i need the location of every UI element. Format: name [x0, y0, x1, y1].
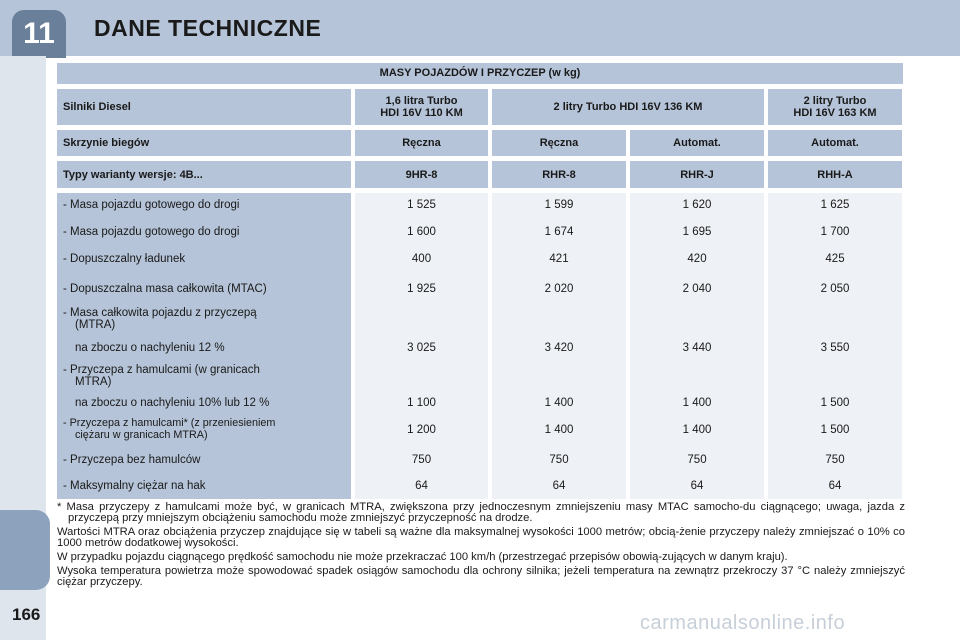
type-col-3: RHR-J [630, 161, 764, 188]
row-label: - Przyczepa z hamulcami* (z przeniesieniem [63, 417, 276, 429]
row-label: - Maksymalny ciężar na hak [63, 480, 206, 492]
row-label: - Masa pojazdu gotowego do drogi [63, 226, 240, 238]
gearbox-col-3: Automat. [630, 130, 764, 156]
row-label-multiline [63, 307, 257, 331]
page-title: DANE TECHNICZNE [94, 15, 322, 41]
engine-col-3: 2 litry Turbo HDI 16V 163 KM [768, 89, 902, 125]
label-column [57, 193, 351, 499]
cell-value: 64 [690, 480, 704, 492]
cell-value: 421 [549, 253, 569, 265]
table-caption: MASY POJAZDÓW I PRZYCZEP (w kg) [57, 63, 903, 84]
cell-value: 3 420 [544, 342, 574, 354]
gearbox-label: Skrzynie biegów [57, 130, 351, 156]
cell-value: 1 620 [682, 199, 712, 211]
row-label-multiline [63, 364, 260, 388]
cell-value: 1 400 [682, 397, 712, 409]
type-row [57, 161, 903, 188]
row-label: - Przyczepa z hamulcami (w granicach [63, 364, 260, 376]
type-col-2: RHR-8 [492, 161, 626, 188]
cell-value: 425 [825, 253, 845, 265]
watermark: carmanualsonline.info [640, 612, 846, 634]
notes-block [57, 502, 905, 591]
cell-value: 2 050 [820, 283, 850, 295]
cell-value: 1 700 [820, 226, 850, 238]
gearbox-col-1: Ręczna [355, 130, 488, 156]
engine-row [57, 89, 903, 125]
row-label-cont: (MTRA) [75, 319, 116, 331]
note-paragraph: Wysoka temperatura powietrza może spowodować spadek osiągów samochodu dla ochrony silnika; jeżeli temperatura na zewnątrz przekroczy 37 °C należy zmniejszyć ciężar przyczepy. [57, 565, 905, 588]
cell-value: 64 [828, 480, 842, 492]
engine-col-1: 1,6 litra Turbo HDI 16V 110 KM [355, 89, 488, 125]
cell-value: 1 500 [820, 397, 850, 409]
row-label: na zboczu o nachyleniu 10% lub 12 % [75, 397, 270, 409]
engine-label: Silniki Diesel [57, 89, 351, 125]
side-tab [0, 510, 50, 590]
chapter-number: 11 [12, 10, 66, 58]
gearbox-row [57, 130, 903, 156]
row-label-cont: MTRA) [75, 376, 112, 388]
row-label: - Masa pojazdu gotowego do drogi [63, 199, 240, 211]
cell-value: 1 600 [407, 226, 436, 238]
page-number: 166 [12, 605, 41, 624]
cell-value: 1 100 [407, 397, 436, 409]
cell-value: 2 040 [682, 283, 712, 295]
value-column-1 [355, 193, 488, 499]
cell-value: 1 925 [407, 283, 436, 295]
cell-value: 1 400 [544, 397, 574, 409]
cell-value: 3 550 [820, 342, 850, 354]
cell-value: 1 200 [407, 424, 436, 436]
value-column-3 [630, 193, 764, 499]
cell-value: 750 [411, 454, 432, 466]
cell-value: 400 [411, 253, 432, 265]
gearbox-col-4: Automat. [768, 130, 902, 156]
row-label: - Dopuszczalna masa całkowita (MTAC) [63, 283, 267, 295]
cell-value: 64 [415, 480, 428, 492]
cell-value: 64 [552, 480, 566, 492]
row-label-multiline [63, 417, 275, 441]
row-label: - Dopuszczalny ładunek [63, 253, 186, 265]
value-column-2 [492, 193, 626, 499]
type-col-1: 9HR-8 [355, 161, 488, 188]
cell-value: 420 [687, 253, 707, 265]
cell-value: 1 599 [544, 199, 574, 211]
type-col-4: RHH-A [768, 161, 902, 188]
row-label: - Przyczepa bez hamulców [63, 454, 201, 466]
cell-value: 1 525 [407, 199, 436, 211]
gearbox-col-2: Ręczna [492, 130, 626, 156]
note-paragraph: W przypadku pojazdu ciągnącego prędkość samochodu nie może przekraczać 100 km/h (przestrzegać przepisów obowią-zujących w danym kraju). [57, 551, 788, 563]
row-label-cont: ciężaru w granicach MTRA) [75, 429, 208, 441]
engine-col-2: 2 litry Turbo HDI 16V 136 KM [492, 89, 764, 125]
row-label: na zboczu o nachyleniu 12 % [75, 342, 225, 354]
row-label: - Masa całkowita pojazdu z przyczepą [63, 307, 257, 319]
cell-value: 1 674 [544, 226, 574, 238]
table-body [57, 193, 903, 499]
cell-value: 1 500 [820, 424, 850, 436]
cell-value: 1 625 [820, 199, 850, 211]
cell-value: 750 [825, 454, 845, 466]
cell-value: 750 [687, 454, 707, 466]
cell-value: 1 695 [682, 226, 712, 238]
type-label: Typy warianty wersje: 4B... [57, 161, 351, 188]
footnote: * Masa przyczepy z hamulcami może być, w granicach MTRA, zwiększona przy jednoczesnym zmniejszeniu masy MTAC samocho-du ciągnącego; uwaga, jazda z przyczepą przy mniejszym obciążeniu samochodu może zmniejszyć przyczepność na drodze. [57, 501, 905, 524]
value-column-4 [768, 193, 902, 499]
cell-value: 3 440 [682, 342, 712, 354]
cell-value: 2 020 [544, 283, 574, 295]
cell-value: 3 025 [407, 342, 436, 354]
cell-value: 1 400 [544, 424, 574, 436]
note-paragraph: Wartości MTRA oraz obciążenia przyczep znajdujące się w tabeli są ważne dla maksymalnej wysokości 1000 metrów; obcią-żenie przyczepy należy zmniejszać o 10% co 1000 metrów dodatkowej wysokości. [57, 526, 905, 549]
cell-value: 750 [549, 454, 569, 466]
cell-value: 1 400 [682, 424, 712, 436]
masses-table [57, 63, 903, 499]
